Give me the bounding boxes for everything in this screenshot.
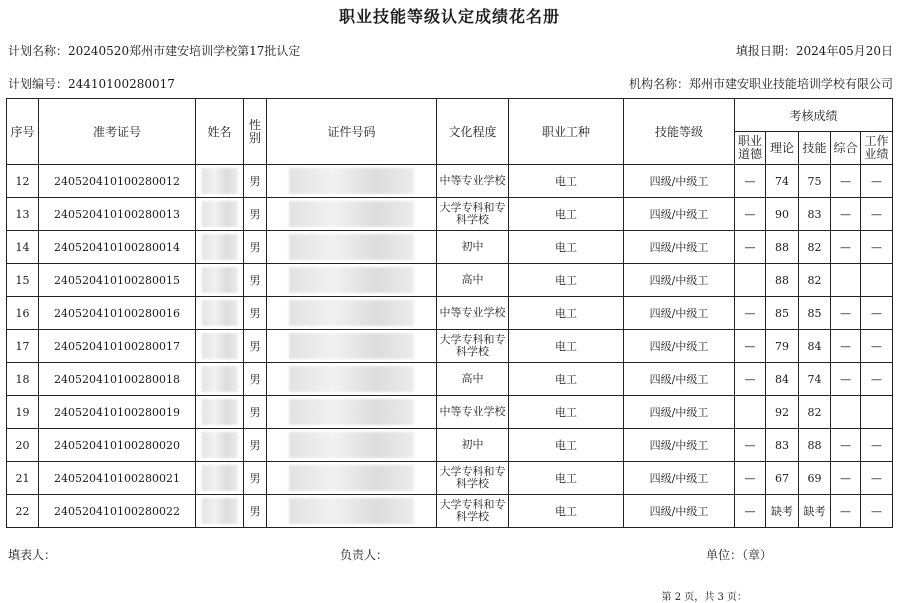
cell-gender: 男 bbox=[244, 198, 267, 231]
cell-name bbox=[196, 363, 244, 396]
cell-gender: 男 bbox=[244, 297, 267, 330]
cell-skill: 83 bbox=[799, 198, 831, 231]
fill-date: 填报日期：2024年05月20日 bbox=[735, 44, 893, 58]
table-row bbox=[7, 198, 893, 231]
cell-level: 四级/中级工 bbox=[624, 495, 735, 528]
cell-seq: 12 bbox=[7, 165, 39, 198]
cell-ticket: 240520410100280021 bbox=[39, 462, 196, 495]
cell-ticket: 240520410100280013 bbox=[39, 198, 196, 231]
cell-theory: 90 bbox=[766, 198, 799, 231]
cell-skill: 缺考 bbox=[799, 495, 831, 528]
redacted-name bbox=[202, 399, 238, 425]
cell-gender: 男 bbox=[244, 429, 267, 462]
col-skill-header: 技能 bbox=[799, 132, 831, 165]
cell-work: — bbox=[861, 198, 893, 231]
cell-education bbox=[437, 198, 509, 231]
education-text: 大学专科和专科学校 bbox=[439, 465, 506, 490]
cell-theory: 67 bbox=[766, 462, 799, 495]
cell-id bbox=[267, 363, 437, 396]
cell-overall: — bbox=[831, 330, 861, 363]
redacted-id-number bbox=[289, 234, 414, 260]
cell-theory: 74 bbox=[766, 165, 799, 198]
page-number: 第 2 页，共 3 页： bbox=[661, 592, 747, 603]
cell-theory: 缺考 bbox=[766, 495, 799, 528]
cell-overall: — bbox=[831, 429, 861, 462]
cell-moral bbox=[735, 264, 766, 297]
cell-ticket: 240520410100280016 bbox=[39, 297, 196, 330]
education-text: 中等专业学校 bbox=[439, 174, 506, 187]
cell-overall bbox=[831, 396, 861, 429]
redacted-name bbox=[202, 300, 238, 326]
cell-overall bbox=[831, 264, 861, 297]
cell-level: 四级/中级工 bbox=[624, 363, 735, 396]
cell-work bbox=[861, 264, 893, 297]
cell-work: — bbox=[861, 429, 893, 462]
redacted-id-number bbox=[289, 366, 414, 392]
cell-level: 四级/中级工 bbox=[624, 165, 735, 198]
redacted-id-number bbox=[289, 399, 414, 425]
redacted-id-number bbox=[289, 267, 414, 293]
education-text: 大学专科和专科学校 bbox=[439, 498, 506, 523]
cell-overall: — bbox=[831, 495, 861, 528]
cell-education bbox=[437, 264, 509, 297]
cell-work: — bbox=[861, 165, 893, 198]
cell-name bbox=[196, 330, 244, 363]
cell-moral: — bbox=[735, 198, 766, 231]
cell-id bbox=[267, 264, 437, 297]
cell-moral bbox=[735, 396, 766, 429]
redacted-name bbox=[202, 201, 238, 227]
cell-ticket: 240520410100280022 bbox=[39, 495, 196, 528]
redacted-name bbox=[202, 168, 238, 194]
cell-moral: — bbox=[735, 165, 766, 198]
cell-id bbox=[267, 396, 437, 429]
cell-moral: — bbox=[735, 231, 766, 264]
redacted-id-number bbox=[289, 201, 414, 227]
col-theory-header: 理论 bbox=[766, 132, 799, 165]
cell-moral: — bbox=[735, 462, 766, 495]
education-text: 高中 bbox=[461, 273, 484, 286]
cell-skill: 75 bbox=[799, 165, 831, 198]
table-row bbox=[7, 165, 893, 198]
cell-seq: 21 bbox=[7, 462, 39, 495]
redacted-name bbox=[202, 432, 238, 458]
cell-gender: 男 bbox=[244, 231, 267, 264]
col-work-header: 工作业绩 bbox=[861, 132, 893, 165]
education-text: 中等专业学校 bbox=[439, 306, 506, 319]
cell-seq: 16 bbox=[7, 297, 39, 330]
redacted-name bbox=[202, 234, 238, 260]
cell-moral: — bbox=[735, 330, 766, 363]
cell-seq: 17 bbox=[7, 330, 39, 363]
redacted-name bbox=[202, 498, 238, 524]
cell-seq: 14 bbox=[7, 231, 39, 264]
cell-name bbox=[196, 264, 244, 297]
plan-number: 计划编号：24410100280017 bbox=[8, 77, 175, 91]
redacted-id-number bbox=[289, 168, 414, 194]
cell-seq: 18 bbox=[7, 363, 39, 396]
cell-trade: 电工 bbox=[509, 429, 624, 462]
col-trade-header: 职业工种 bbox=[509, 99, 624, 165]
cell-moral: — bbox=[735, 363, 766, 396]
cell-ticket: 240520410100280019 bbox=[39, 396, 196, 429]
table-row bbox=[7, 231, 893, 264]
unit-seal-label: 单位：（章） bbox=[706, 548, 773, 562]
cell-name bbox=[196, 198, 244, 231]
cell-seq: 19 bbox=[7, 396, 39, 429]
cell-theory: 83 bbox=[766, 429, 799, 462]
cell-ticket: 240520410100280015 bbox=[39, 264, 196, 297]
cell-work: — bbox=[861, 462, 893, 495]
education-text: 高中 bbox=[461, 372, 484, 385]
cell-seq: 13 bbox=[7, 198, 39, 231]
cell-trade: 电工 bbox=[509, 198, 624, 231]
cell-id bbox=[267, 165, 437, 198]
redacted-name bbox=[202, 333, 238, 359]
col-scores-header: 考核成绩 bbox=[735, 99, 893, 132]
cell-theory: 88 bbox=[766, 231, 799, 264]
cell-id bbox=[267, 495, 437, 528]
cell-level: 四级/中级工 bbox=[624, 396, 735, 429]
cell-gender: 男 bbox=[244, 165, 267, 198]
cell-work: — bbox=[861, 231, 893, 264]
cell-name bbox=[196, 297, 244, 330]
cell-work: — bbox=[861, 495, 893, 528]
cell-overall: — bbox=[831, 363, 861, 396]
roster-body bbox=[7, 165, 893, 528]
cell-name bbox=[196, 495, 244, 528]
table-row bbox=[7, 396, 893, 429]
cell-ticket: 240520410100280017 bbox=[39, 330, 196, 363]
education-text: 初中 bbox=[461, 438, 484, 451]
cell-education bbox=[437, 330, 509, 363]
col-id-header: 证件号码 bbox=[267, 99, 437, 165]
cell-gender: 男 bbox=[244, 363, 267, 396]
cell-work: — bbox=[861, 363, 893, 396]
cell-moral: — bbox=[735, 297, 766, 330]
cell-gender: 男 bbox=[244, 462, 267, 495]
cell-id bbox=[267, 429, 437, 462]
cell-skill: 82 bbox=[799, 264, 831, 297]
organization-name: 机构名称：郑州市建安职业技能培训学校有限公司 bbox=[628, 77, 893, 91]
cell-theory: 79 bbox=[766, 330, 799, 363]
cell-trade: 电工 bbox=[509, 165, 624, 198]
cell-skill: 84 bbox=[799, 330, 831, 363]
cell-moral: — bbox=[735, 495, 766, 528]
table-row bbox=[7, 495, 893, 528]
cell-work: — bbox=[861, 297, 893, 330]
cell-work: — bbox=[861, 330, 893, 363]
redacted-id-number bbox=[289, 432, 414, 458]
redacted-id-number bbox=[289, 465, 414, 491]
education-text: 初中 bbox=[461, 240, 484, 253]
cell-overall: — bbox=[831, 297, 861, 330]
cell-skill: 85 bbox=[799, 297, 831, 330]
cell-trade: 电工 bbox=[509, 231, 624, 264]
cell-name bbox=[196, 429, 244, 462]
cell-gender: 男 bbox=[244, 264, 267, 297]
cell-id bbox=[267, 330, 437, 363]
col-name-header: 姓名 bbox=[196, 99, 244, 165]
table-row bbox=[7, 429, 893, 462]
cell-seq: 20 bbox=[7, 429, 39, 462]
col-education-header: 文化程度 bbox=[437, 99, 509, 165]
cell-name bbox=[196, 165, 244, 198]
cell-ticket: 240520410100280018 bbox=[39, 363, 196, 396]
redacted-id-number bbox=[289, 498, 414, 524]
cell-theory: 88 bbox=[766, 264, 799, 297]
cell-name bbox=[196, 396, 244, 429]
col-seq-header: 序号 bbox=[7, 99, 39, 165]
cell-overall: — bbox=[831, 231, 861, 264]
cell-overall: — bbox=[831, 198, 861, 231]
cell-skill: 82 bbox=[799, 396, 831, 429]
redacted-name bbox=[202, 267, 238, 293]
cell-seq: 15 bbox=[7, 264, 39, 297]
cell-skill: 82 bbox=[799, 231, 831, 264]
cell-ticket: 240520410100280012 bbox=[39, 165, 196, 198]
cell-gender: 男 bbox=[244, 495, 267, 528]
cell-education bbox=[437, 363, 509, 396]
cell-trade: 电工 bbox=[509, 297, 624, 330]
page-title: 职业技能等级认定成绩花名册 bbox=[338, 7, 560, 26]
cell-skill: 74 bbox=[799, 363, 831, 396]
table-row bbox=[7, 264, 893, 297]
cell-trade: 电工 bbox=[509, 495, 624, 528]
cell-id bbox=[267, 297, 437, 330]
cell-seq: 22 bbox=[7, 495, 39, 528]
cell-education bbox=[437, 462, 509, 495]
cell-work bbox=[861, 396, 893, 429]
cell-gender: 男 bbox=[244, 396, 267, 429]
table-row bbox=[7, 297, 893, 330]
cell-level: 四级/中级工 bbox=[624, 198, 735, 231]
cell-trade: 电工 bbox=[509, 462, 624, 495]
table-row bbox=[7, 462, 893, 495]
cell-level: 四级/中级工 bbox=[624, 297, 735, 330]
table-row bbox=[7, 363, 893, 396]
col-gender-header: 性别 bbox=[244, 99, 267, 165]
col-overall-header: 综合 bbox=[831, 132, 861, 165]
cell-theory: 84 bbox=[766, 363, 799, 396]
education-text: 中等专业学校 bbox=[439, 405, 506, 418]
cell-skill: 88 bbox=[799, 429, 831, 462]
cell-theory: 92 bbox=[766, 396, 799, 429]
cell-trade: 电工 bbox=[509, 330, 624, 363]
cell-id bbox=[267, 198, 437, 231]
cell-level: 四级/中级工 bbox=[624, 330, 735, 363]
cell-overall: — bbox=[831, 165, 861, 198]
cell-gender: 男 bbox=[244, 330, 267, 363]
cell-ticket: 240520410100280014 bbox=[39, 231, 196, 264]
redacted-id-number bbox=[289, 300, 414, 326]
redacted-id-number bbox=[289, 333, 414, 359]
col-moral-header: 职业道德 bbox=[735, 132, 766, 165]
cell-theory: 85 bbox=[766, 297, 799, 330]
education-text: 大学专科和专科学校 bbox=[439, 201, 506, 226]
cell-level: 四级/中级工 bbox=[624, 231, 735, 264]
cell-education bbox=[437, 396, 509, 429]
cell-level: 四级/中级工 bbox=[624, 462, 735, 495]
cell-id bbox=[267, 462, 437, 495]
score-roster-table bbox=[6, 98, 893, 528]
cell-education bbox=[437, 231, 509, 264]
cell-level: 四级/中级工 bbox=[624, 264, 735, 297]
cell-trade: 电工 bbox=[509, 396, 624, 429]
cell-skill: 69 bbox=[799, 462, 831, 495]
cell-level: 四级/中级工 bbox=[624, 429, 735, 462]
redacted-name bbox=[202, 465, 238, 491]
education-text: 大学专科和专科学校 bbox=[439, 333, 506, 358]
cell-name bbox=[196, 462, 244, 495]
col-level-header: 技能等级 bbox=[624, 99, 735, 165]
plan-name: 计划名称：20240520郑州市建安培训学校第17批认定 bbox=[8, 44, 301, 58]
owner-label: 负责人： bbox=[340, 548, 389, 562]
cell-moral: — bbox=[735, 429, 766, 462]
cell-id bbox=[267, 231, 437, 264]
cell-education bbox=[437, 165, 509, 198]
redacted-name bbox=[202, 366, 238, 392]
col-ticket-header: 准考证号 bbox=[39, 99, 196, 165]
cell-trade: 电工 bbox=[509, 264, 624, 297]
cell-education bbox=[437, 495, 509, 528]
cell-name bbox=[196, 231, 244, 264]
table-row bbox=[7, 330, 893, 363]
cell-overall: — bbox=[831, 462, 861, 495]
filler-label: 填表人： bbox=[8, 548, 57, 562]
cell-ticket: 240520410100280020 bbox=[39, 429, 196, 462]
cell-education bbox=[437, 429, 509, 462]
cell-education bbox=[437, 297, 509, 330]
cell-trade: 电工 bbox=[509, 363, 624, 396]
